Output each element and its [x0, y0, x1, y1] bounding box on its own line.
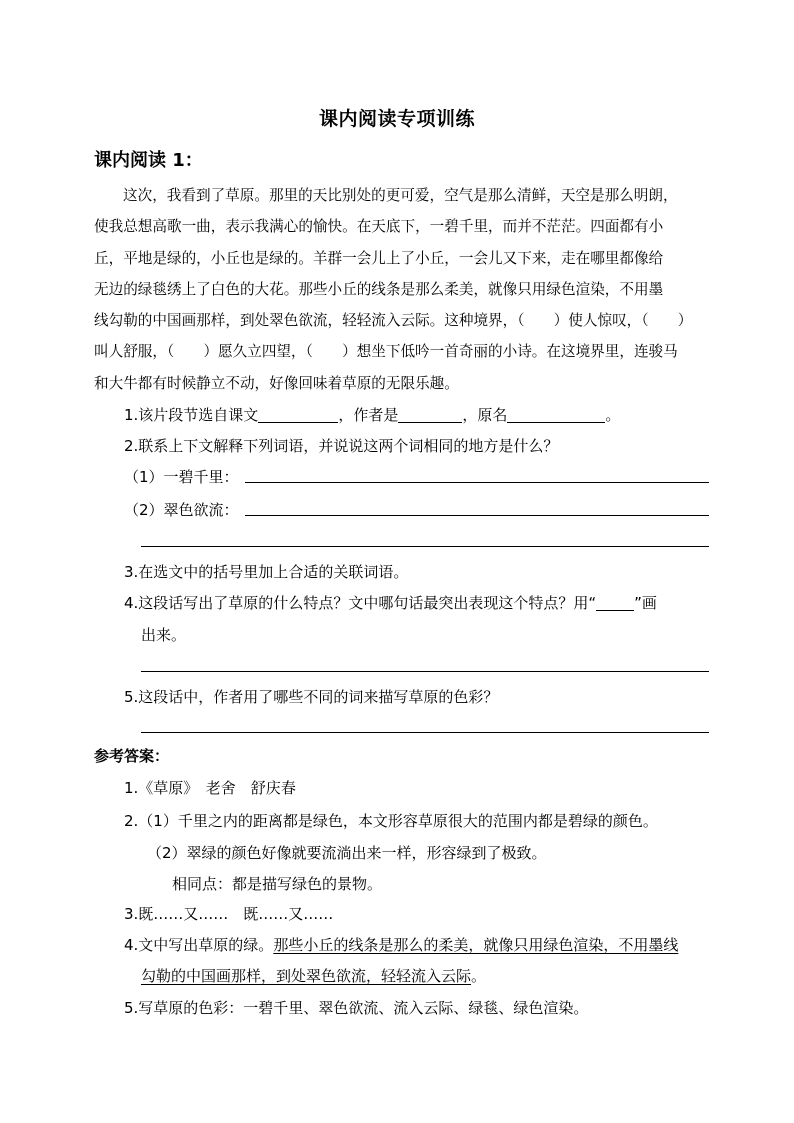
question-1-text: ，作者是 — [338, 406, 399, 424]
answer-4-text: 4.文中写出草原的绿。 — [124, 936, 274, 954]
passage-line: 和大牛都有时候静立不动，好像回味着草原的无限乐趣。 — [94, 374, 459, 392]
answer-blank[interactable] — [258, 406, 338, 423]
answers-heading: 参考答案： — [94, 747, 170, 765]
answer-4 — [124, 934, 678, 955]
question-2-item-1: （1）一碧千里： — [124, 468, 239, 486]
answer-2-common: 相同点：都是描写绿色的景物。 — [172, 875, 383, 893]
answer-4-text: 。 — [471, 967, 487, 985]
question-1-text: ，原名 — [462, 406, 508, 424]
question-2-item-2: （2）翠色欲流： — [124, 501, 239, 519]
answer-4-quote: 那些小丘的线条是那么的柔美，就像只用绿色渲染，不用墨线 — [273, 936, 679, 954]
question-5: 5.这段话中，作者用了哪些不同的词来描写草原的色彩？ — [124, 688, 499, 706]
answer-2-part-2: （2）翠绿的颜色好像就要流淌出来一样，形容绿到了极致。 — [147, 844, 547, 862]
answer-line[interactable] — [141, 546, 709, 547]
answer-1: 1.《草原》 老舍 舒庆春 — [124, 779, 296, 797]
question-2: 2.联系上下文解释下列词语，并说说这两个词相同的地方是什么？ — [124, 437, 559, 455]
answer-4-continued — [141, 965, 486, 986]
passage-line: 无边的绿毯绣上了白色的大花。那些小丘的线条是那么柔美，就像只用绿色渲染，不用墨 — [94, 280, 664, 298]
passage-line: 丘，平地是绿的，小丘也是绿的。羊群一会儿上了小丘，一会儿又下来，走在哪里都像给 — [94, 249, 664, 267]
answer-5: 5.写草原的色彩：一碧千里、翠色欲流、流入云际、绿毯、绿色渲染。 — [124, 999, 589, 1017]
question-4 — [124, 592, 657, 613]
answer-blank[interactable] — [507, 406, 605, 423]
question-1-text: 1.该片段节选自课文 — [124, 406, 259, 424]
passage-line: 叫人舒服，（ ）愿久立四望，（ ）想坐下低吟一首奇丽的小诗。在这境界里，连骏马 — [94, 343, 678, 361]
underline-sample — [596, 594, 634, 611]
answer-line[interactable] — [245, 482, 709, 483]
question-3: 3.在选文中的括号里加上合适的关联词语。 — [124, 563, 409, 581]
answer-blank[interactable] — [398, 406, 462, 423]
question-1 — [124, 404, 620, 425]
reading-passage — [94, 180, 712, 399]
section-heading: 课内阅读 1： — [94, 150, 203, 171]
passage-line: 使我总想高歌一曲，表示我满心的愉快。在天底下，一碧千里，而并不茫茫。四面都有小 — [94, 218, 664, 236]
answer-3: 3.既……又…… 既……又…… — [124, 905, 334, 923]
answer-4-quote: 勾勒的中国画那样，到处翠色欲流，轻轻流入云际 — [141, 967, 472, 985]
question-4-continued: 出来。 — [141, 626, 187, 644]
answer-line[interactable] — [245, 515, 709, 516]
page-title: 课内阅读专项训练 — [318, 108, 475, 130]
passage-line: 这次，我看到了草原。那里的天比别处的更可爱，空气是那么清鲜，天空是那么明朗， — [123, 187, 678, 204]
question-4-text: ”画 — [634, 594, 657, 612]
answer-line[interactable] — [141, 732, 709, 733]
answer-2-part-1: 2.（1）千里之内的距离都是绿色，本文形容草原很大的范围内都是碧绿的颜色。 — [124, 812, 658, 830]
answer-line[interactable] — [141, 671, 709, 672]
passage-line: 线勾勒的中国画那样，到处翠色欲流，轻轻流入云际。这种境界，（ ）使人惊叹，（ ） — [94, 312, 693, 330]
question-4-text: 4.这段话写出了草原的什么特点？文中哪句话最突出表现这个特点？用“ — [124, 594, 597, 612]
question-1-text: 。 — [605, 406, 621, 424]
